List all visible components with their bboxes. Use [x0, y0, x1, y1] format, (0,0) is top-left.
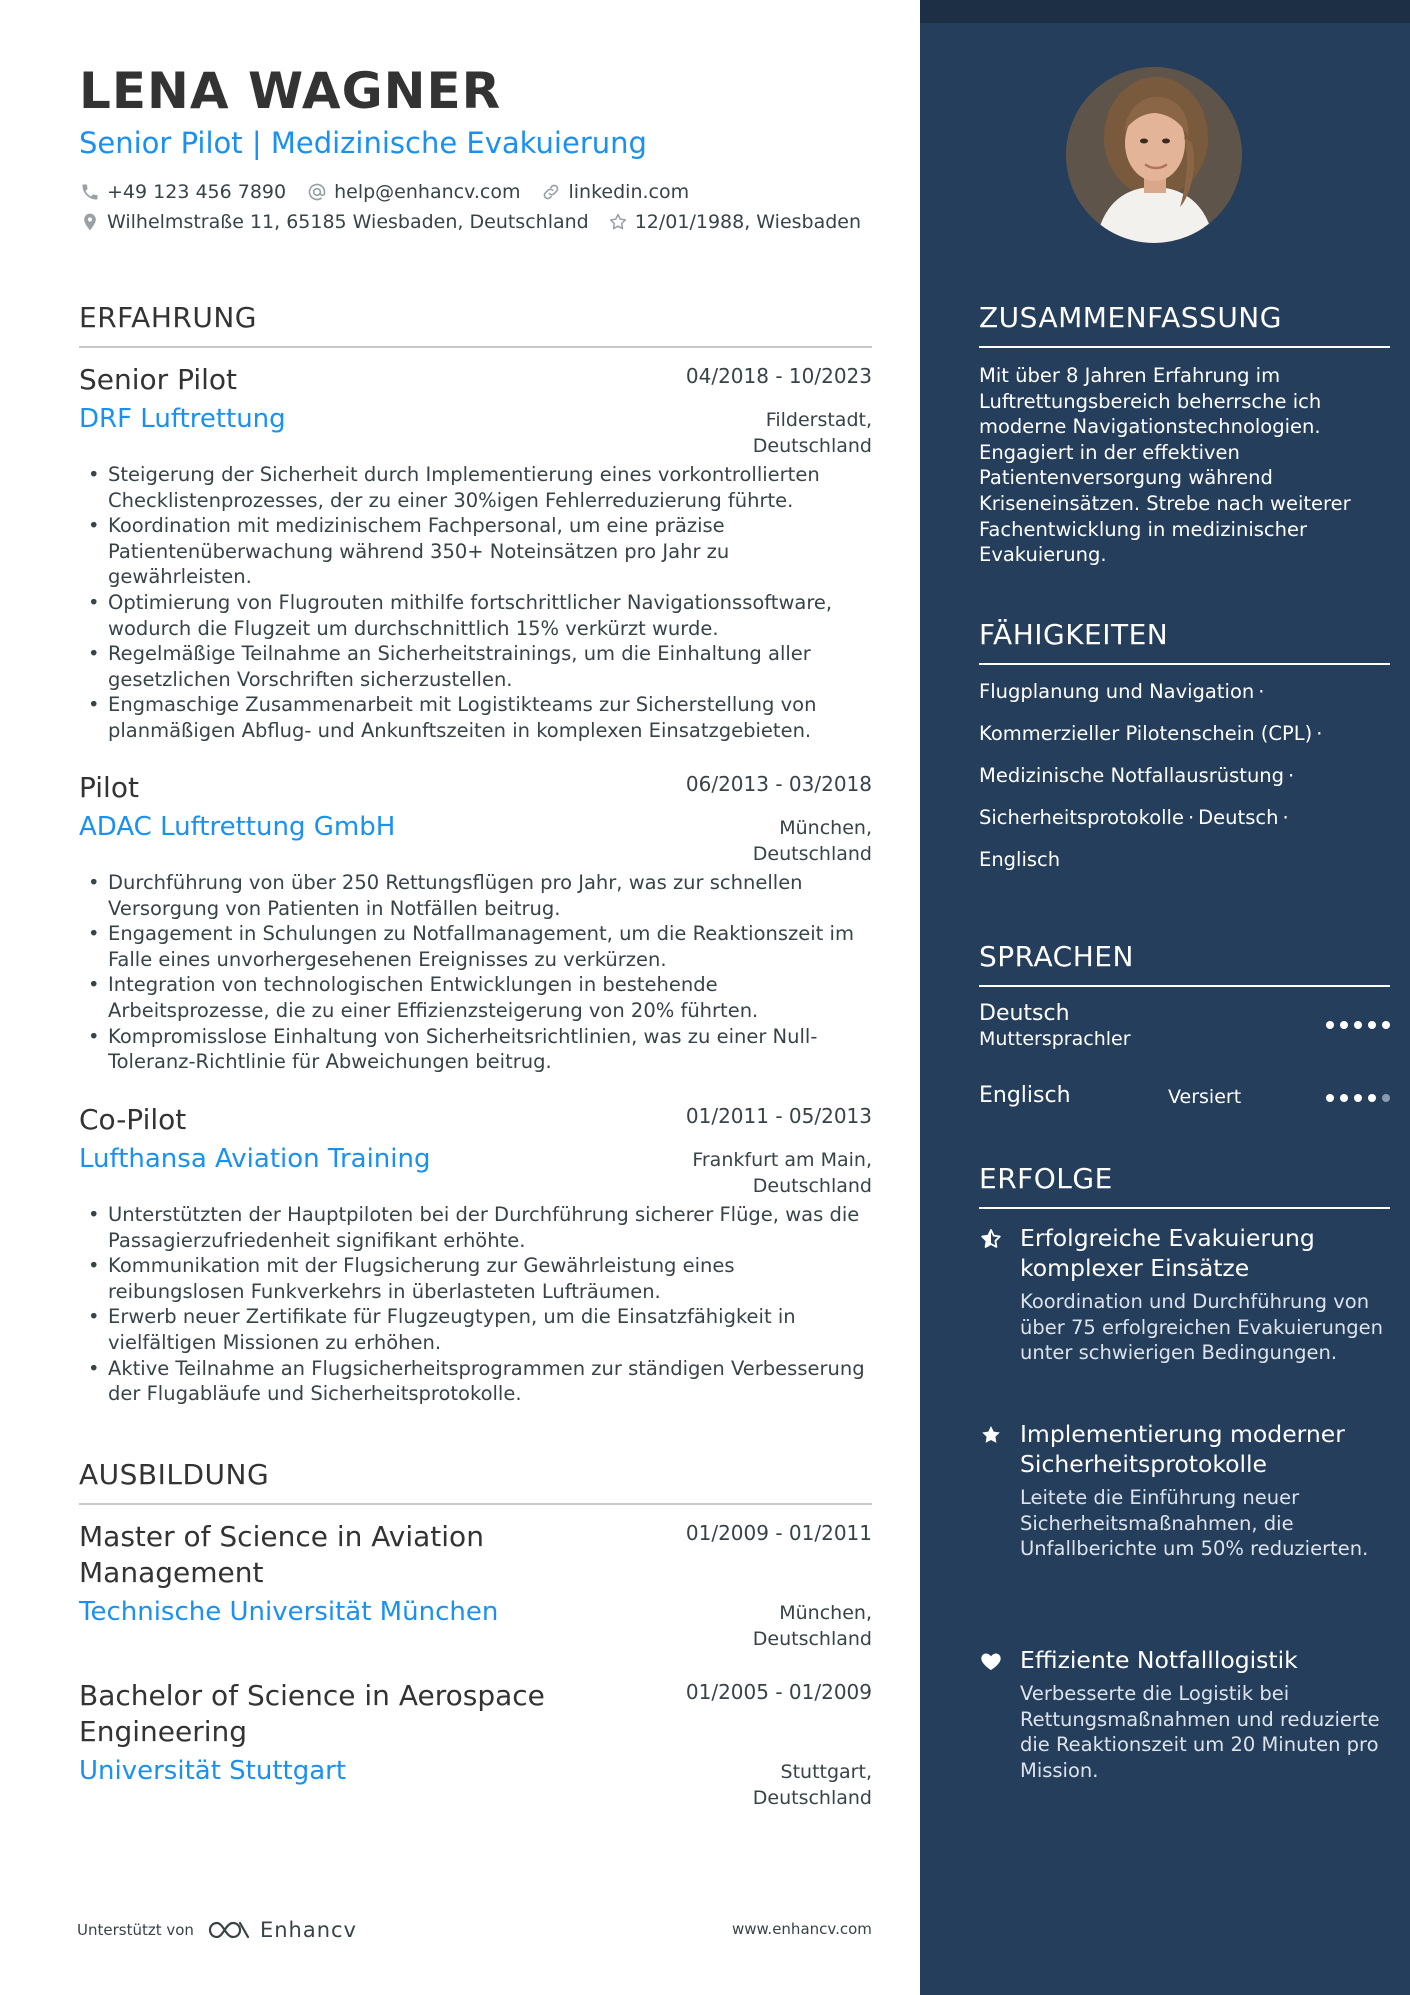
language-item-deutsch [979, 1001, 1390, 1057]
achievement-item-3 [979, 1645, 1390, 1783]
contact-row-1 [79, 181, 709, 203]
language-rating [1320, 1094, 1390, 1102]
star-half-icon [979, 1227, 1003, 1251]
rating-dot [1326, 1094, 1334, 1102]
birth-text: 12/01/1988, Wiesbaden [634, 211, 862, 233]
enhancv-logo-icon [206, 1919, 252, 1941]
school-name[interactable]: Technische Universität München [79, 1597, 499, 1627]
achievement-title: Effiziente Notfalllogistik [1020, 1646, 1298, 1674]
phone-icon [79, 181, 101, 203]
rating-dot [1368, 1021, 1376, 1029]
rating-dot [1340, 1094, 1348, 1102]
list-item: • Optimierung von Flugrouten mithilfe fortschrittlicher Navigationssoftware, wodurch die Flugzeit um durchschnittlich 15% verkürzt wurde. [79, 590, 872, 641]
job-bullets [79, 870, 872, 1075]
link-icon [540, 181, 562, 203]
summary-divider [979, 346, 1390, 348]
skill-item-row: Kommerzieller Pilotenschein (CPL) · [979, 722, 1323, 745]
skill-item: Flugplanung und Navigation [979, 680, 1255, 703]
job-bullets [79, 462, 872, 744]
job-date: 04/2018 - 10/2023 [685, 364, 872, 388]
list-item: • Unterstützten der Hauptpiloten bei der Durchführung sicherer Flüge, was die Passagierzufriedenheit signifikant erhöhte. [79, 1202, 872, 1253]
language-item-englisch [979, 1083, 1390, 1115]
skill-item: Medizinische Notfallausrüstung [979, 764, 1285, 787]
achievement-item-2 [979, 1419, 1390, 1562]
job-location: München, Deutschland [752, 817, 872, 865]
list-item: • Steigerung der Sicherheit durch Implementierung eines vorkontrollierten Checklistenprozesses, der zu einer 30%igen Fehlerreduzierung führte. [79, 462, 872, 513]
location-pin-icon [79, 211, 101, 233]
language-level: Muttersprachler [979, 1028, 1131, 1050]
degree-title: Bachelor of Science in Aerospace Engineering [79, 1679, 545, 1748]
education-date: 01/2005 - 01/2009 [685, 1680, 872, 1704]
skill-item: Englisch [979, 848, 1061, 871]
education-divider [79, 1503, 872, 1505]
rating-dot [1340, 1021, 1348, 1029]
job-title: Co-Pilot [79, 1103, 187, 1136]
rating-dot [1326, 1021, 1334, 1029]
sidebar-top-bar [920, 0, 1410, 23]
education-entry-1 [79, 1519, 872, 1650]
achievement-description: Verbesserte die Logistik bei Rettungsmaßnahmen und reduzierte die Reaktionszeit um 20 Minuten pro Mission. [1020, 1682, 1380, 1782]
job-title: Pilot [79, 771, 139, 804]
skills-divider [979, 663, 1390, 665]
list-item: • Kommunikation mit der Flugsicherung zur Gewährleistung eines reibungslosen Funkverkehrs in überlasteten Lufträumen. [79, 1253, 872, 1304]
candidate-name: LENA WAGNER [79, 62, 502, 120]
list-item: • Kompromisslose Einhaltung von Sicherheitsrichtlinien, was zu einer Null-Toleranz-Richtlinie für Abweichungen beitrug. [79, 1024, 872, 1075]
achievements-section-title: ERFOLGE [979, 1162, 1113, 1195]
heart-icon [979, 1649, 1003, 1673]
linkedin-text: linkedin.com [568, 181, 690, 203]
list-item: • Koordination mit medizinischem Fachpersonal, um eine präzise Patientenüberwachung während 350+ Noteinsätzen pro Jahr zu gewährleisten. [79, 513, 872, 590]
contact-birth [607, 211, 861, 233]
list-item: • Engagement in Schulungen zu Notfallmanagement, um die Reaktionszeit im Falle eines unvorhergesehenen Ereignisses zu verkürzen. [79, 921, 872, 972]
company-name[interactable]: ADAC Luftrettung GmbH [79, 812, 396, 842]
rating-dot [1368, 1094, 1376, 1102]
list-item: • Regelmäßige Teilnahme an Sicherheitstrainings, um die Einhaltung aller gesetzlichen Vorschriften sicherzustellen. [79, 641, 872, 692]
contact-address [79, 211, 589, 233]
star-icon [979, 1423, 1003, 1447]
skills-section-title: FÄHIGKEITEN [979, 618, 1169, 651]
achievements-divider [979, 1207, 1390, 1209]
rating-dot [1382, 1094, 1390, 1102]
list-item: • Integration von technologischen Entwicklungen in bestehende Arbeitsprozesse, die zu einer Effizienzsteigerung von 20% führten. [79, 972, 872, 1023]
language-rating [1320, 1021, 1390, 1029]
skill-item-row: Flugplanung und Navigation · [979, 680, 1265, 703]
skill-item: Kommerzieller Pilotenschein (CPL) [979, 722, 1313, 745]
school-name[interactable]: Universität Stuttgart [79, 1756, 347, 1786]
experience-divider [79, 346, 872, 348]
experience-section-title: ERFAHRUNG [79, 301, 257, 334]
at-icon [306, 181, 328, 203]
job-location: Frankfurt am Main, Deutschland [692, 1149, 872, 1197]
company-name[interactable]: Lufthansa Aviation Training [79, 1144, 431, 1174]
rating-dot [1354, 1094, 1362, 1102]
job-title: Senior Pilot [79, 363, 238, 396]
sidebar [920, 0, 1410, 1995]
job-location: Filderstadt, Deutschland [752, 409, 872, 457]
education-section-title: AUSBILDUNG [79, 1458, 270, 1491]
experience-entry-1 [79, 362, 872, 744]
education-location: Stuttgart, Deutschland [752, 1761, 872, 1809]
achievement-title: Implementierung moderner Sicherheitsprotokolle [1020, 1420, 1345, 1478]
list-item: • Erwerb neuer Zertifikate für Flugzeugtypen, um die Einsatzfähigkeit in vielfältigen Missionen zu erhöhen. [79, 1304, 872, 1355]
avatar [1066, 67, 1242, 243]
candidate-headline: Senior Pilot | Medizinische Evakuierung [79, 126, 647, 160]
summary-section-title: ZUSAMMENFASSUNG [979, 301, 1282, 334]
list-item: • Durchführung von über 250 Rettungsflügen pro Jahr, was zur schnellen Versorgung von Patienten in Notfällen beitrug. [79, 870, 872, 921]
email-text: help@enhancv.com [334, 181, 521, 203]
list-item: • Aktive Teilnahme an Flugsicherheitsprogrammen zur ständigen Verbesserung der Flugabläufe und Sicherheitsprotokolle. [79, 1356, 872, 1407]
summary-text: Mit über 8 Jahren Erfahrung im Luftrettungsbereich beherrsche ich moderne Navigationstechnologien. Engagiert in der effektiven Patientenversorgung während Kriseneinsätzen. Strebe nach weiterer Fachentwicklung in medizinischer Evakuierung. [979, 364, 1351, 567]
skill-item: Deutsch [1198, 806, 1279, 829]
language-name: Englisch [979, 1083, 1071, 1108]
achievement-description: Leitete die Einführung neuer Sicherheitsmaßnahmen, die Unfallberichte um 50% reduzierten. [1020, 1486, 1369, 1561]
star-outline-icon [607, 211, 629, 233]
job-bullets [79, 1202, 872, 1407]
powered-by-text: Unterstützt von [77, 1921, 194, 1939]
education-location: München, Deutschland [752, 1602, 872, 1650]
languages-divider [979, 985, 1390, 987]
skills-list [979, 671, 1379, 881]
language-level: Versiert [1168, 1086, 1242, 1108]
skill-item-row [979, 839, 1379, 881]
education-date: 01/2009 - 01/2011 [685, 1521, 872, 1545]
experience-entry-3 [79, 1102, 872, 1407]
contact-linkedin[interactable] [540, 181, 689, 203]
footer-url[interactable]: www.enhancv.com [732, 1920, 872, 1938]
contact-email[interactable] [306, 181, 520, 203]
address-text: Wilhelmstraße 11, 65185 Wiesbaden, Deutschland [107, 211, 589, 233]
achievement-title: Erfolgreiche Evakuierung komplexer Einsätze [1020, 1224, 1315, 1282]
experience-entry-2 [79, 770, 872, 1075]
job-date: 06/2013 - 03/2018 [685, 772, 872, 796]
skill-item-row: Medizinische Notfallausrüstung · [979, 764, 1295, 787]
skill-item: Sicherheitsprotokolle [979, 806, 1184, 829]
footer-powered-by[interactable] [77, 1918, 357, 1942]
degree-title: Master of Science in Aviation Management [79, 1520, 484, 1589]
rating-dot [1382, 1021, 1390, 1029]
contact-phone[interactable] [79, 181, 286, 203]
enhancv-brand-text: Enhancv [259, 1918, 357, 1942]
company-name[interactable]: DRF Luftrettung [79, 404, 286, 434]
contact-row-2 [79, 211, 881, 233]
languages-section-title: SPRACHEN [979, 940, 1134, 973]
achievement-item-1 [979, 1223, 1390, 1366]
language-name: Deutsch [979, 1001, 1070, 1026]
education-entry-2 [79, 1678, 872, 1809]
skill-item-row: Sicherheitsprotokolle · Deutsch · [979, 806, 1289, 829]
achievement-description: Koordination und Durchführung von über 75 erfolgreichen Evakuierungen unter schwierigen Bedingungen. [1020, 1290, 1383, 1365]
job-date: 01/2011 - 05/2013 [685, 1104, 872, 1128]
rating-dot [1354, 1021, 1362, 1029]
list-item: • Engmaschige Zusammenarbeit mit Logistikteams zur Sicherstellung von planmäßigen Abflug- und Ankunftszeiten in komplexen Einsatzgebieten. [79, 692, 872, 743]
phone-text: +49 123 456 7890 [107, 181, 287, 203]
